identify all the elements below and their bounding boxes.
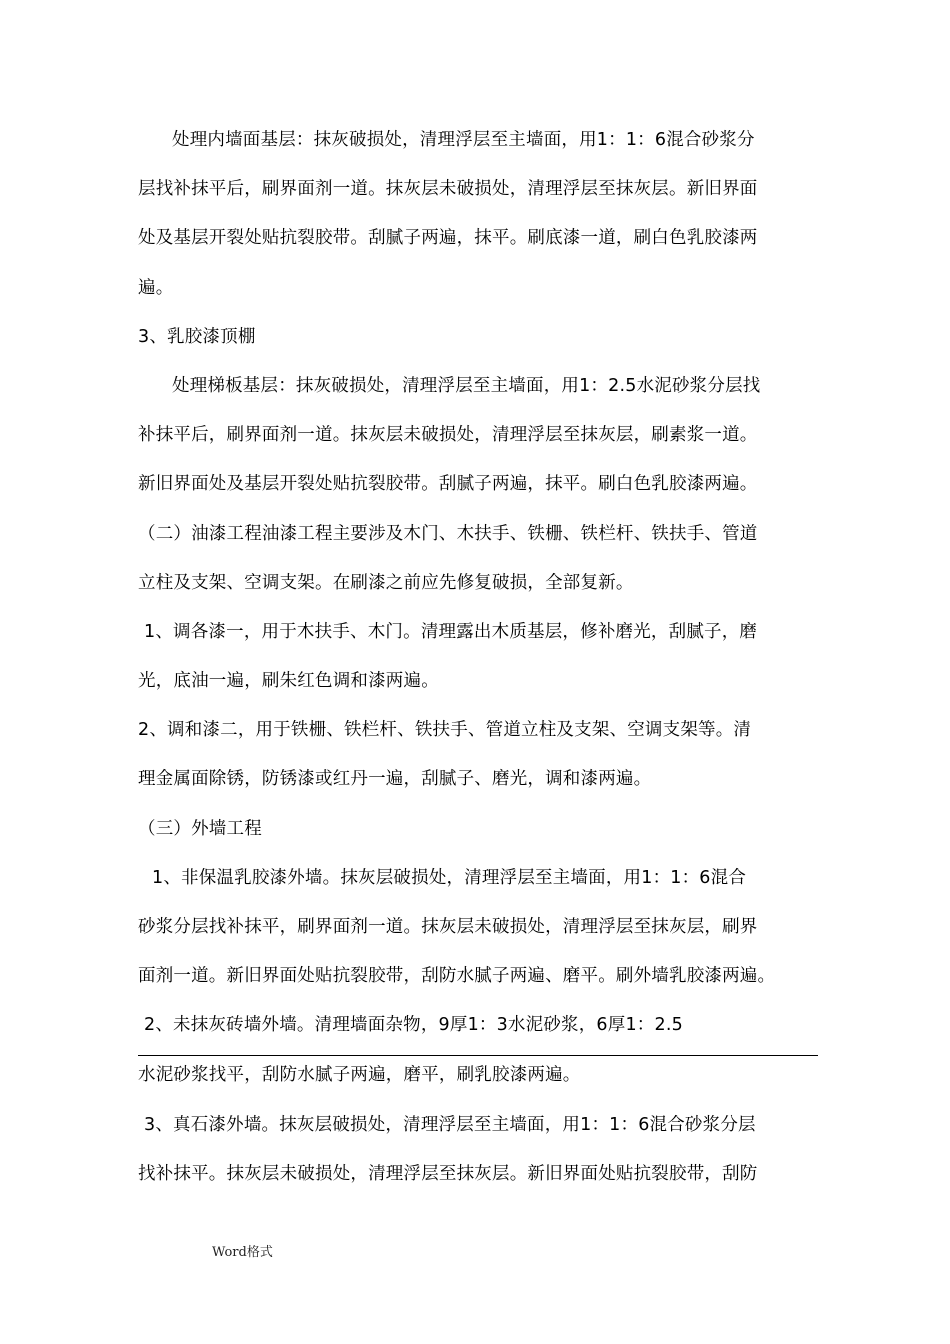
paragraph-line: 2、调和漆二，用于铁栅、铁栏杆、铁扶手、管道立柱及支架、空调支架等。清 — [138, 720, 752, 741]
paragraph-line: 水泥砂浆找平，刮防水腻子两遍，磨平，刷乳胶漆两遍。 — [138, 1065, 581, 1086]
paragraph-line: 处及基层开裂处贴抗裂胶带。刮腻子两遍，抹平。刷底漆一道，刷白色乳胶漆两 — [138, 228, 758, 249]
section-heading: 3、乳胶漆顶棚 — [138, 326, 256, 347]
paragraph-line: 找补抹平。抹灰层未破损处，清理浮层至抹灰层。新旧界面处贴抗裂胶带，刮防 — [138, 1163, 758, 1184]
paragraph-line: 遍。 — [138, 277, 174, 298]
section-heading: （三）外墙工程 — [138, 818, 262, 839]
paragraph-line: 处理内墙面基层：抹灰破损处，清理浮层至主墙面，用1：1：6混合砂浆分 — [172, 130, 755, 150]
page-footer-label: Word格式 — [212, 1245, 273, 1260]
paragraph-line: 1、调各漆一，用于木扶手、木门。清理露出木质基层，修补磨光，刮腻子，磨 — [144, 621, 758, 642]
paragraph-line: 新旧界面处及基层开裂处贴抗裂胶带。刮腻子两遍，抹平。刷白色乳胶漆两遍。 — [138, 474, 758, 495]
paragraph-line: 立柱及支架、空调支架。在刷漆之前应先修复破损，全部复新。 — [138, 572, 634, 593]
paragraph-line: 1、非保温乳胶漆外墙。抹灰层破损处，清理浮层至主墙面，用1：1：6混合 — [152, 867, 747, 888]
section-heading: （二）油漆工程油漆工程主要涉及木门、木扶手、铁栅、铁栏杆、铁扶手、管道 — [138, 523, 758, 544]
paragraph-line: 理金属面除锈，防锈漆或红丹一遍，刮腻子、磨光，调和漆两遍。 — [138, 769, 652, 790]
paragraph-line-with-rule: 2、未抹灰砖墙外墙。清理墙面杂物，9厚1：3水泥砂浆，6厚1：2.5 — [138, 1010, 818, 1056]
paragraph-line: 处理梯板基层：抹灰破损处，清理浮层至主墙面，用1：2.5水泥砂浆分层找 — [172, 375, 761, 396]
paragraph-line: 3、真石漆外墙。抹灰层破损处，清理浮层至主墙面，用1：1：6混合砂浆分层 — [144, 1114, 756, 1135]
document-body — [138, 125, 818, 1208]
paragraph-line: 补抹平后，刷界面剂一道。抹灰层未破损处，清理浮层至抹灰层，刷素浆一道。 — [138, 425, 758, 446]
paragraph-line: 砂浆分层找补抹平，刷界面剂一道。抹灰层未破损处，清理浮层至抹灰层，刷界 — [138, 917, 758, 937]
paragraph-line: 光，底油一遍，刷朱红色调和漆两遍。 — [138, 671, 439, 692]
paragraph-line: 面剂一道。新旧界面处贴抗裂胶带，刮防水腻子两遍、磨平。刷外墙乳胶漆两遍。 — [138, 966, 776, 987]
paragraph-line: 层找补抹平后，刷界面剂一道。抹灰层未破损处，清理浮层至抹灰层。新旧界面 — [138, 179, 758, 200]
